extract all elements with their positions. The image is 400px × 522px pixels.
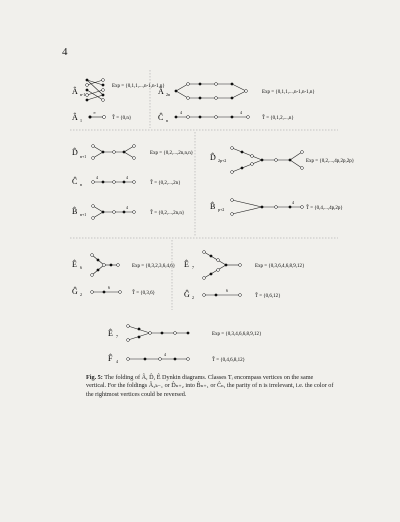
panel-dividers [70, 70, 338, 310]
svg-text:T̂ = {0,4,6,8,12}: T̂ = {0,4,6,8,12} [212, 358, 246, 363]
svg-text:Â: Â [158, 87, 164, 96]
page-number: 4 [62, 46, 68, 58]
svg-text:Ĝ: Ĝ [184, 290, 190, 299]
svg-text:n-1: n-1 [80, 92, 86, 97]
panel-e8 [108, 325, 261, 364]
svg-text:6: 6 [226, 288, 228, 293]
caption-text: The folding of Â, D̂, Ê Dynkin diagrams. Classes Tᵢ encompass vertices on the same vertical. For the foldings Â₂ₖ₋₁ or D̂ₙ₊₂ into B̂ₙ₊₁ or Ĉₙ, the parity of n is irrelevant, i.e. the color of the rightmost vertices could be reversed. [86, 374, 334, 398]
svg-text:Â: Â [72, 113, 78, 122]
svg-text:T̂ = {0,2,...,2n}: T̂ = {0,2,...,2n} [150, 181, 181, 186]
svg-text:2: 2 [80, 292, 82, 297]
figure-caption [86, 374, 334, 399]
svg-text:6: 6 [108, 285, 110, 290]
svg-text:T̂ = {0,2,...,2n,n}: T̂ = {0,2,...,2n,n} [150, 211, 185, 216]
panel-a-n-1 [72, 79, 165, 123]
svg-text:∞: ∞ [93, 110, 96, 115]
svg-text:Exp = {0,3,2,3,6,4,6}: Exp = {0,3,2,3,6,4,6} [132, 264, 176, 269]
svg-text:Ê: Ê [184, 260, 189, 269]
svg-text:Exp = {0,1,1,...,n-1,n-1,n}: Exp = {0,1,1,...,n-1,n-1,n} [262, 90, 315, 95]
svg-text:7: 7 [116, 334, 118, 339]
svg-text:Exp = {0,2,...,2n,n,n}: Exp = {0,2,...,2n,n,n} [150, 151, 194, 156]
svg-text:1: 1 [80, 118, 82, 123]
panel-e7 [184, 251, 304, 300]
svg-text:T̂ = {0,n}: T̂ = {0,n} [112, 116, 132, 121]
svg-text:p+2: p+2 [218, 207, 225, 212]
svg-text:Ê: Ê [72, 260, 77, 269]
svg-text:Exp = {0,3,4,6,6,8,9,12}: Exp = {0,3,4,6,6,8,9,12} [212, 332, 262, 337]
svg-text:D̂: D̂ [72, 148, 78, 157]
svg-text:4: 4 [126, 175, 128, 180]
svg-text:T̂ = {0,6,12}: T̂ = {0,6,12} [255, 294, 281, 299]
svg-text:Exp = {0,3,6,4,6,8,9,12}: Exp = {0,3,6,4,6,8,9,12} [255, 264, 305, 269]
svg-text:4: 4 [240, 110, 242, 115]
svg-text:Ê: Ê [108, 329, 113, 338]
panel-d-2p [210, 147, 354, 216]
svg-text:Ĉ: Ĉ [72, 177, 78, 186]
svg-text:T̂ = {0,3,6}: T̂ = {0,3,6} [132, 291, 156, 296]
svg-text:6: 6 [80, 265, 82, 270]
svg-text:n+1: n+1 [80, 154, 87, 159]
svg-text:7: 7 [192, 265, 194, 270]
svg-text:2: 2 [192, 295, 194, 300]
svg-text:D̂: D̂ [210, 153, 216, 162]
svg-text:4: 4 [116, 359, 118, 364]
svg-text:Exp = {0,1,1,...,n-1,n-1,n}: Exp = {0,1,1,...,n-1,n-1,n} [112, 84, 165, 89]
svg-text:4: 4 [292, 200, 294, 205]
svg-text:2n: 2n [166, 92, 170, 97]
svg-text:n: n [80, 182, 82, 187]
caption-label: Fig. 5: [86, 374, 103, 381]
label-a-n-1: Â [72, 87, 78, 96]
svg-text:n+1: n+1 [80, 212, 87, 217]
svg-text:B̂: B̂ [210, 202, 216, 211]
svg-text:4: 4 [96, 175, 98, 180]
panel-e6 [72, 254, 175, 297]
svg-text:T̂ = {0,4,...,4p,2p}: T̂ = {0,4,...,4p,2p} [306, 206, 343, 211]
svg-text:Exp = {0,2,...,4p,2p,2p}: Exp = {0,2,...,4p,2p,2p} [306, 159, 355, 164]
svg-text:2p+2: 2p+2 [218, 158, 227, 163]
panel-a-2n [158, 83, 315, 123]
svg-text:F̂: F̂ [108, 354, 113, 363]
svg-text:Ĝ: Ĝ [72, 287, 78, 296]
svg-text:Ĉ: Ĉ [158, 113, 164, 122]
svg-text:4: 4 [164, 352, 166, 357]
svg-text:4: 4 [126, 205, 128, 210]
vertex-markers [86, 79, 105, 102]
svg-text:B̂: B̂ [72, 207, 78, 216]
panel-d-n-1 [72, 145, 193, 220]
svg-text:4: 4 [180, 110, 182, 115]
svg-text:n: n [166, 118, 168, 123]
svg-text:T̂ = {0,1,2,...,n}: T̂ = {0,1,2,...,n} [262, 116, 294, 121]
